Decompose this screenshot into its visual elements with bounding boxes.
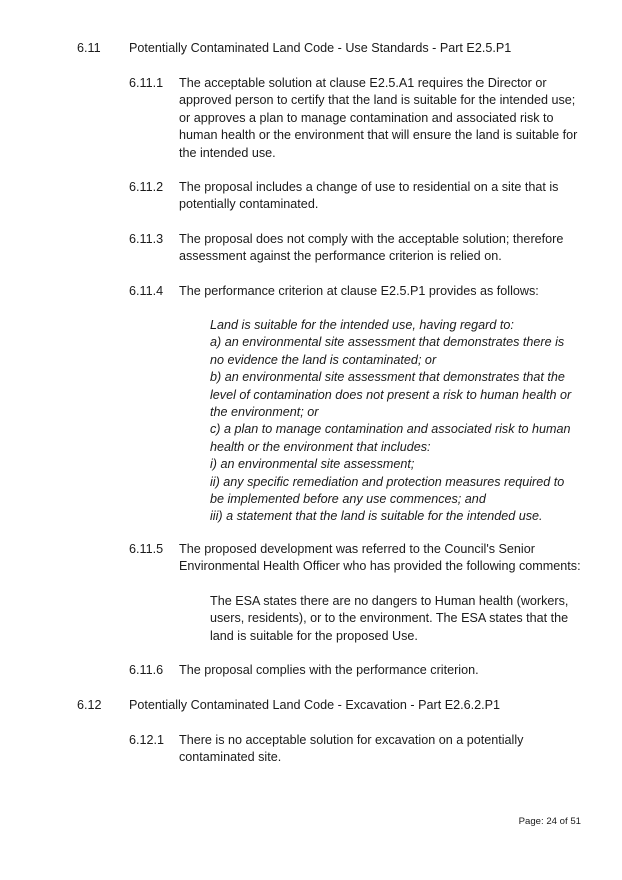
clause-number: 6.11.2 <box>129 180 164 194</box>
clause-text: The acceptable solution at clause E2.5.A1 requires the Director or approved person to certify that the land is suitable for the intended use; or approves a plan to manage contamination and associated risk to human health or the environment that will ensure the land is suitable for the intended use. <box>179 76 578 160</box>
section-number: 6.12 <box>77 698 102 712</box>
quoted-comment: The ESA states there are no dangers to Human health (workers, users, residents), or to the environment. The ESA states that the land is suitable for the proposed Use. <box>210 594 569 643</box>
clause-number: 6.11.4 <box>129 284 164 298</box>
clause-text: The proposal does not comply with the acceptable solution; therefore assessment against the performance criterion is relied on. <box>179 232 564 264</box>
criterion-line: iii) a statement that the land is suitable for the intended use. <box>210 509 543 524</box>
clause-text: The proposed development was referred to the Council's Senior Environmental Health Officer who has provided the following comments: <box>179 542 581 574</box>
criterion-line: ii) any specific remediation and protection measures required to be implemented before any use commences; and <box>210 474 565 507</box>
clause-text: There is no acceptable solution for excavation on a potentially contaminated site. <box>179 733 524 765</box>
section-title: Potentially Contaminated Land Code - Use Standards - Part E2.5.P1 <box>129 41 512 55</box>
clause-number: 6.11.3 <box>129 232 164 246</box>
criterion-line: i) an environmental site assessment; <box>210 457 415 472</box>
clause-text: The proposal complies with the performance criterion. <box>179 663 479 677</box>
section-title: Potentially Contaminated Land Code - Excavation - Part E2.6.2.P1 <box>129 698 501 712</box>
clause-text: The performance criterion at clause E2.5.P1 provides as follows: <box>179 284 539 298</box>
clause-number: 6.12.1 <box>129 733 165 747</box>
clause-number: 6.11.6 <box>129 663 164 677</box>
section-number: 6.11 <box>77 41 101 55</box>
criterion-line: a) an environmental site assessment that demonstrates there is no evidence the land is contaminated; or <box>210 335 565 367</box>
quoted-criterion <box>210 317 580 526</box>
clause-number: 6.11.5 <box>129 542 164 556</box>
criterion-line: c) a plan to manage contamination and associated risk to human health or the environment that includes: <box>210 422 571 454</box>
criterion-line: b) an environmental site assessment that demonstrates that the level of contamination does not present a risk to human health or the environment; or <box>210 370 572 420</box>
clause-number: 6.11.1 <box>129 76 164 90</box>
criterion-line: Land is suitable for the intended use, having regard to: <box>210 318 514 332</box>
page-number: Page: 24 of 51 <box>518 816 581 827</box>
clause-text: The proposal includes a change of use to residential on a site that is potentially contaminated. <box>179 180 559 212</box>
